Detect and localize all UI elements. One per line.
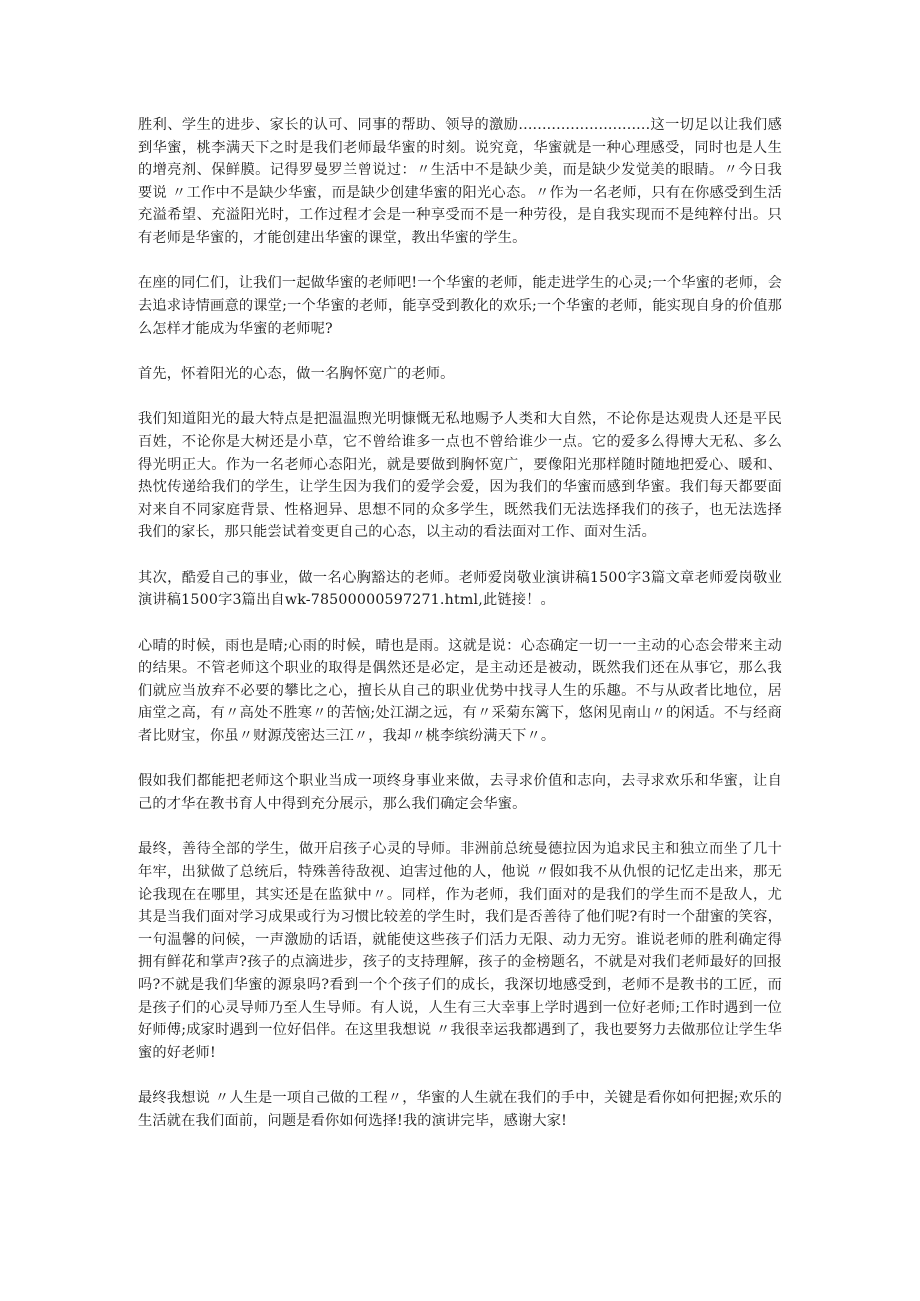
paragraph-2: 在座的同仁们，让我们一起做华蜜的老师吧!一个华蜜的老师，能走进学生的心灵;一个华蜜的老师，会去追求诗情画意的课堂;一个华蜜的老师，能享受到教化的欢乐;一个华蜜的老师，能实现自身的价值那么怎样才能成为华蜜的老师呢? <box>138 275 782 337</box>
paragraph-4: 我们知道阳光的最大特点是把温温煦光明慷慨无私地赐予人类和大自然，不论你是达观贵人还是平民百姓，不论你是大树还是小草，它不曾给谁多一点也不曾给谁少一点。它的爱多么得博大无私、多么得光明正大。作为一名老师心态阳光，就是要做到胸怀宽广，要像阳光那样随时随地把爱心、暖和、热忱传递给我们的学生，让学生因为我们的爱学会爱，因为我们的华蜜而感到华蜜。我们每天都要面对来自不同家庭背景、性格迥异、思想不同的众多学生，既然我们无法选择我们的孩子，也无法选择我们的家长，那只能尝试着变更自己的心态，以主动的看法面对工作、面对生活。 <box>138 411 782 541</box>
paragraph-5: 其次，酷爱自己的事业，做一名心胸豁达的老师。老师爱岗敬业演讲稿1500字3篇文章老师爱岗敬业演讲稿1500字3篇出自wk-78500000597271.html,此链接！。 <box>138 569 782 609</box>
paragraph-8: 最终，善待全部的学生，做开启孩子心灵的导师。非洲前总统曼德拉因为追求民主和独立而坐了几十年牢，出狱做了总统后，特殊善待敌视、迫害过他的人，他说 〃假如我不从仇恨的记忆走出来，那无论我现在在哪里，其实还是在监狱中〃。同样，作为老师，我们面对的是我们的学生而不是敌人，尤其是当我们面对学习成果或行为习惯比较差的学生时，我们是否善待了他们呢?有时一个甜蜜的笑容，一句温馨的问候，一声激励的话语，就能使这些孩子们活力无限、动力无穷。谁说老师的胜利确定得拥有鲜花和掌声?孩子的点滴进步，孩子的支持理解，孩子的金榜题名，不就是对我们老师最好的回报吗?不就是我们华蜜的源泉吗?看到一个个孩子们的成长，我深切地感受到，老师不是教书的工匠，而是孩子们的心灵导师乃至人生导师。有人说，人生有三大幸事上学时遇到一位好老师;工作时遇到一位好师傅;成家时遇到一位好侣伴。在这里我想说 〃我很幸运我都遇到了，我也要努力去做那位让学生华蜜的好老师! <box>138 841 782 1061</box>
document-body <box>138 114 782 1155</box>
paragraph-9: 最终我想说 〃人生是一项自己做的工程〃，华蜜的人生就在我们的手中，关键是看你如何把握;欢乐的生活就在我们面前，问题是看你如何选择!我的演讲完毕，感谢大家! <box>138 1090 782 1129</box>
paragraph-6: 心晴的时候，雨也是晴;心雨的时候，晴也是雨。这就是说：心态确定一切一一主动的心态会带来主动的结果。不管老师这个职业的取得是偶然还是必定，是主动还是被动，既然我们还在从事它，那么我们就应当放弃不必要的攀比之心，擅长从自己的职业优势中找寻人生的乐趣。不与从政者比地位，居庙堂之高，有〃高处不胜寒〃的苦恼;处江湖之远，有〃采菊东篱下，悠闲见南山〃的闲适。不与经商者比财宝，你虽〃财源茂密达三江〃，我却〃桃李缤纷满天下〃。 <box>138 637 782 745</box>
paragraph-7: 假如我们都能把老师这个职业当成一项终身事业来做，去寻求价值和志向，去寻求欢乐和华蜜，让自己的才华在教书育人中得到充分展示，那么我们确定会华蜜。 <box>138 773 782 813</box>
paragraph-3: 首先，怀着阳光的心态，做一名胸怀宽广的老师。 <box>138 365 455 382</box>
paragraph-1: 胜利、学生的进步、家长的认可、同事的帮助、领导的激励............................这一切足以让我们感到华蜜，桃李满天下之时是我们老师最华蜜的时刻。说究竟，华蜜就是一种心理感受，同时也是人生的增亮剂、保鲜膜。记得罗曼罗兰曾说过：〃生活中不是缺少美，而是缺少发觉美的眼睛。〃今日我要说 〃工作中不是缺少华蜜，而是缺少创建华蜜的阳光心态。〃作为一名老师，只有在你感受到生活充溢希望、充溢阳光时，工作过程才会是一种享受而不是一种劳役，是自我实现而不是纯粹付出。只有老师是华蜜的，才能创建出华蜜的课堂，教出华蜜的学生。 <box>138 117 782 246</box>
